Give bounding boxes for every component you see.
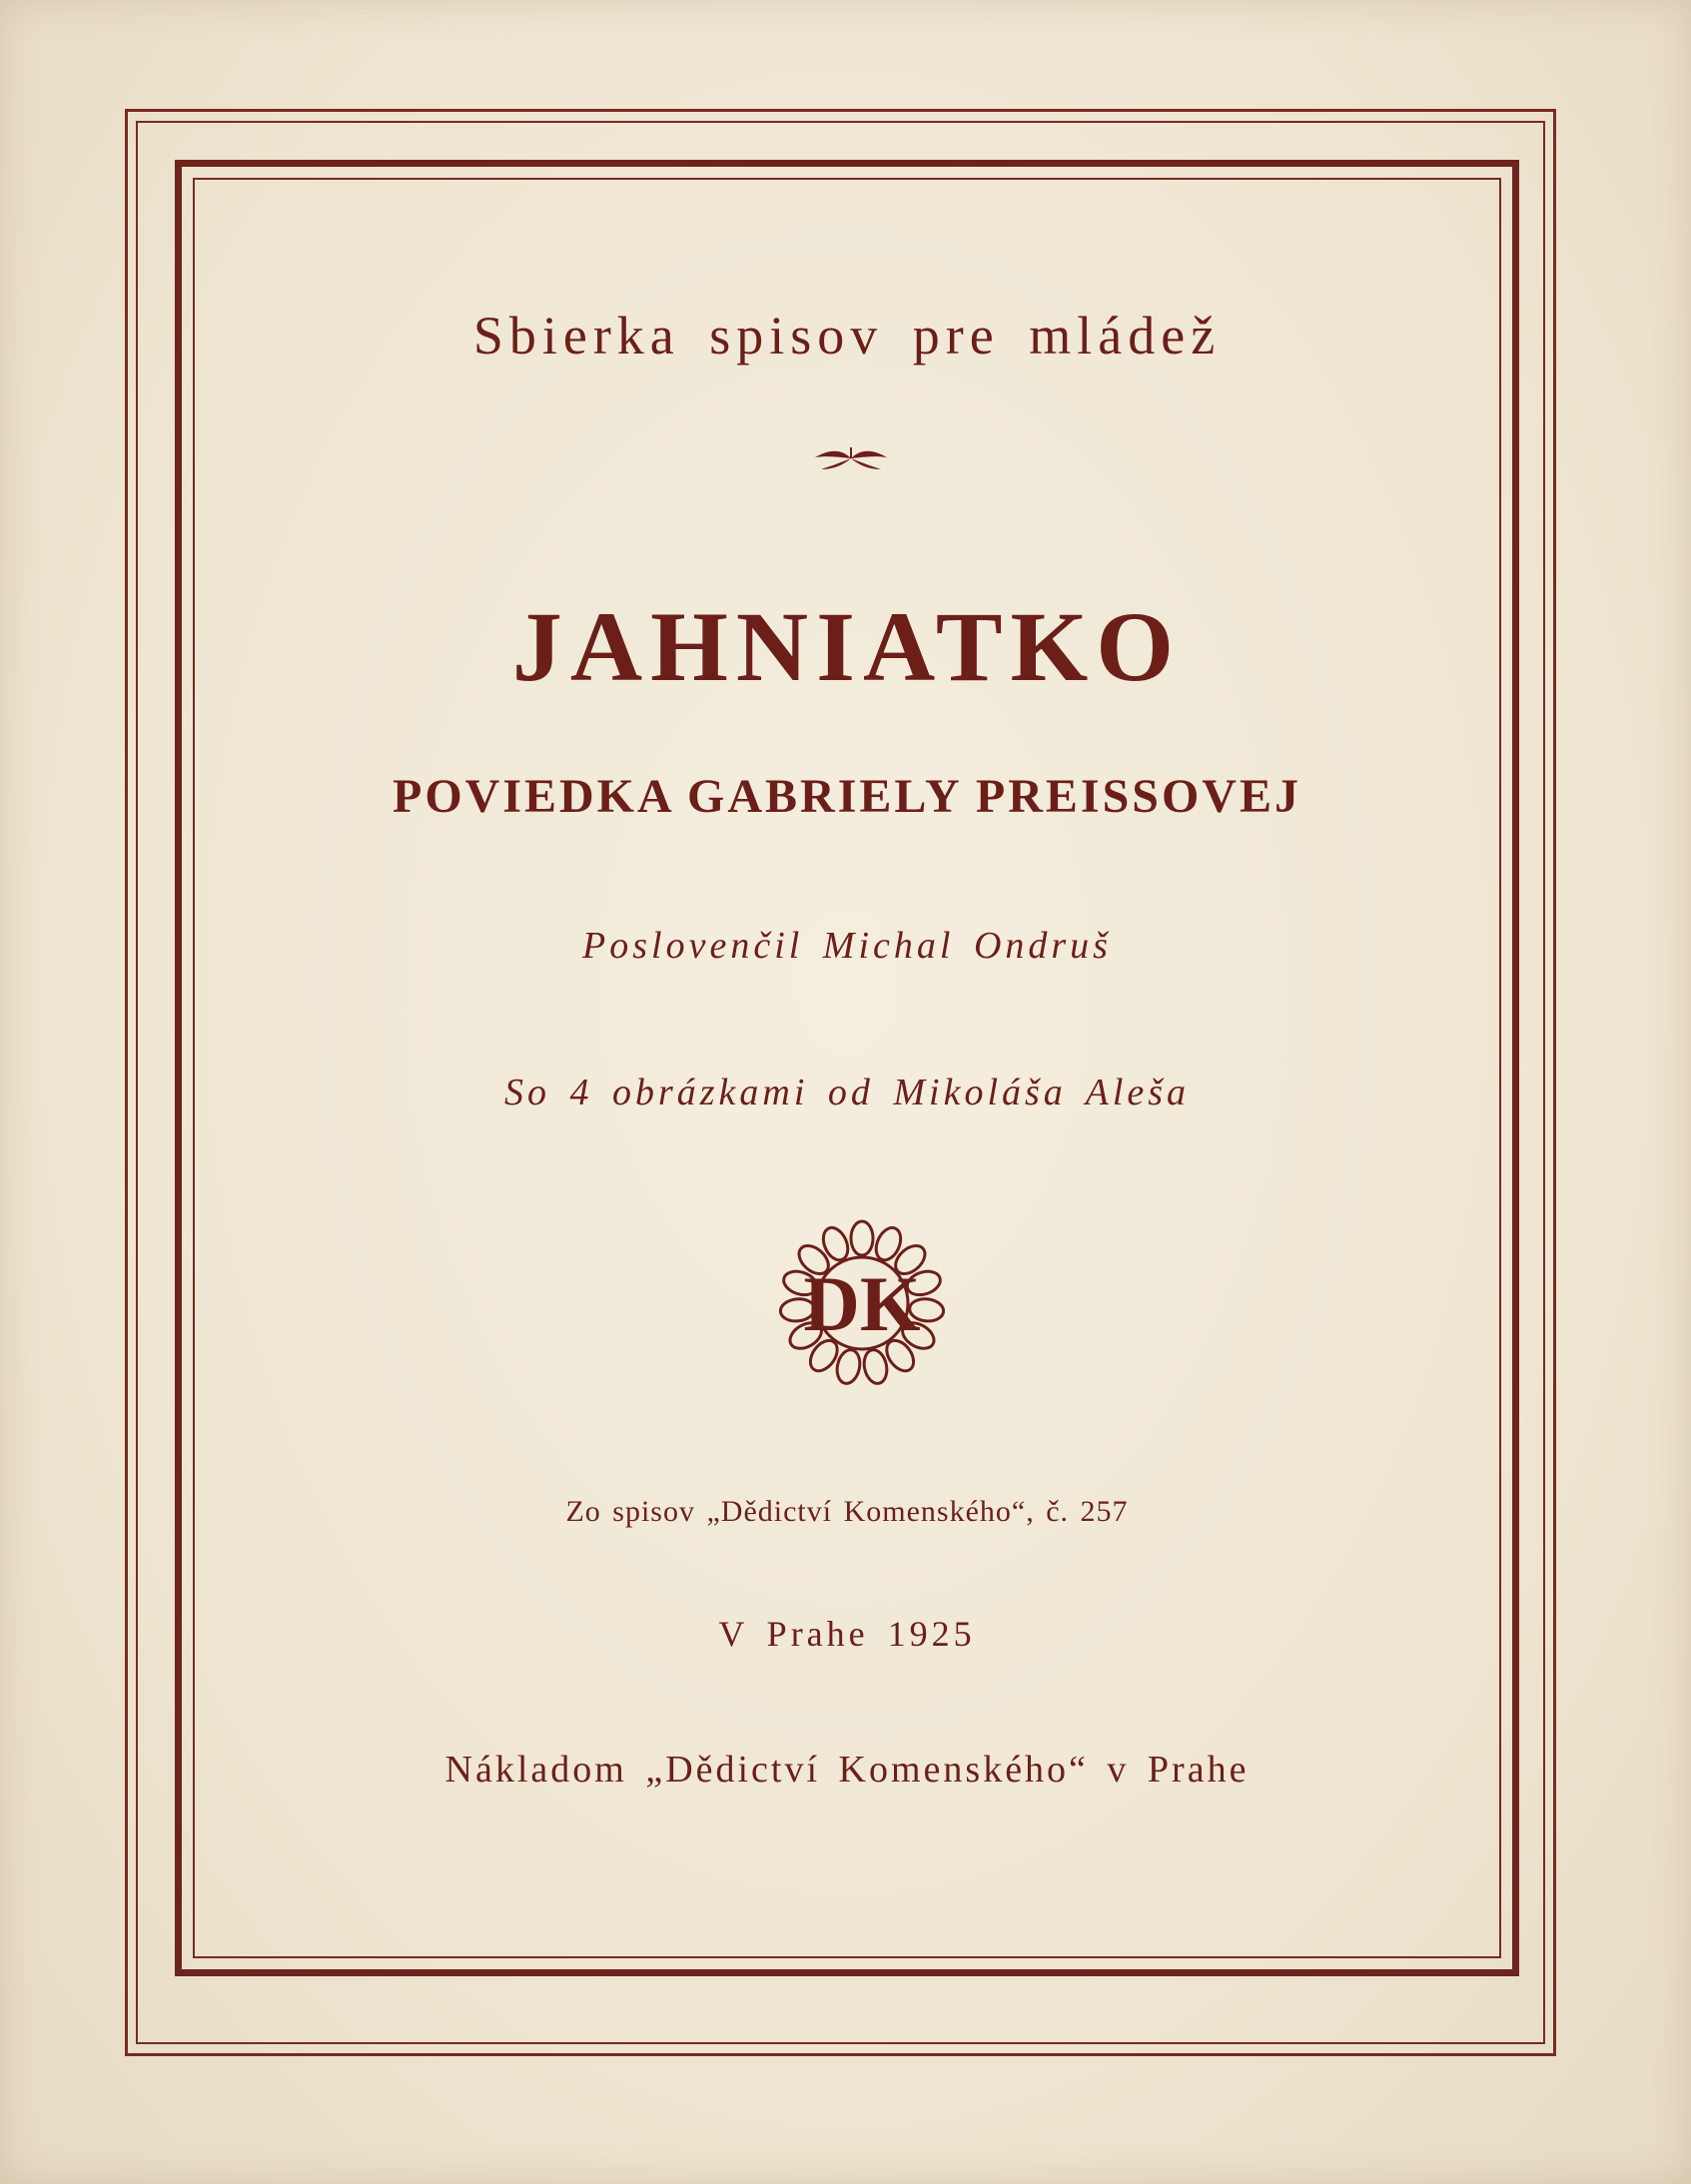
illustration-credit: So 4 obrázkami od Mikoláša Aleša [503,1072,1191,1113]
publisher-line: Nákladom „Dědictví Komenského“ v Prahe [444,1749,1250,1791]
place-and-year: V Prahe 1925 [718,1614,976,1654]
series-title: Sbierka spisov pre mládež [472,306,1222,365]
book-title: JAHNIATKO [511,591,1183,702]
publisher-emblem [777,1218,947,1388]
source-note: Zo spisov „Dědictví Komenského“, č. 257 [565,1495,1129,1528]
logo-monogram: DK [803,1260,921,1347]
book-subtitle: POVIEDKA GABRIELY PREISSOVEJ [393,770,1301,823]
fleuron-icon [811,443,891,473]
translator-credit: Poslovenčil Michal Ondruš [582,925,1112,967]
